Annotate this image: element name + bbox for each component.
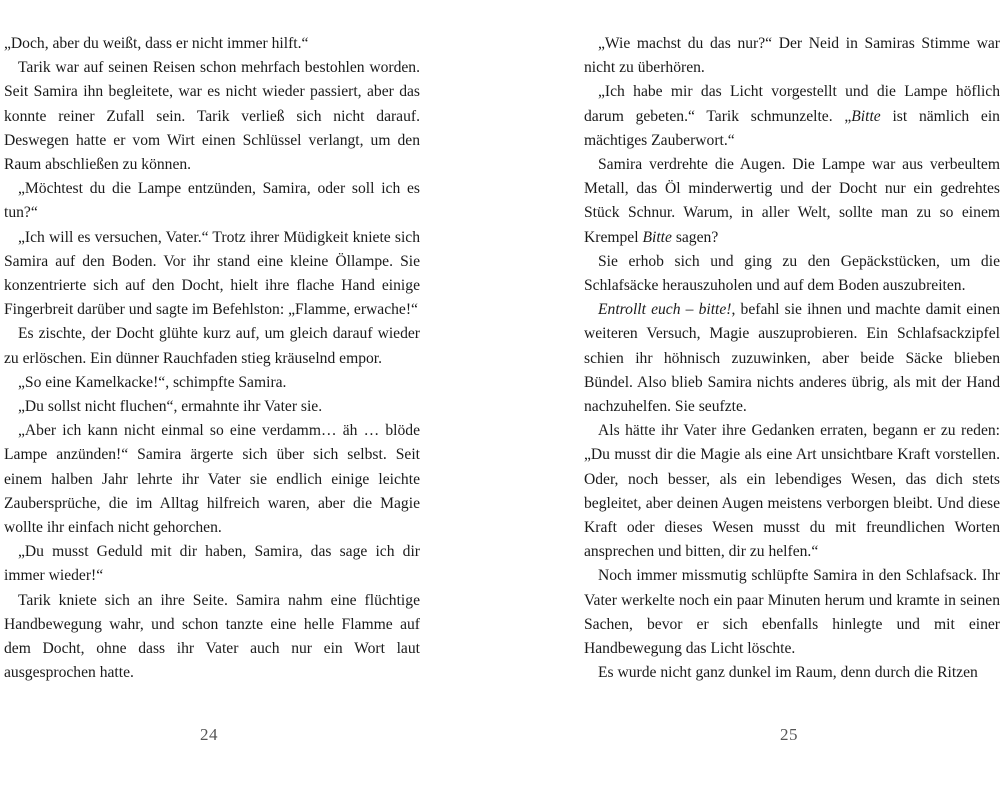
text-run: Samira verdrehte die Augen. Die Lampe war aus verbeultem Metall, das Öl minderwertig und der Docht nur ein gedrehtes Stück Schnur. Warum, in aller Welt, sollte man zu so einem Krempel [584, 156, 1000, 246]
paragraph [584, 80, 1000, 153]
text-run: , befahl sie ihnen und machte damit einen weiteren Versuch, Magie auszuprobieren. Ein Schlafsackzipfel schien ihr höhnisch zuzuwinken, aber beide Säcke blieben Bündel. Also blieb Samira nichts anderes übrig, als mit der Hand nachzuhelfen. Sie seufzte. [584, 301, 1000, 416]
paragraph: „Wie machst du das nur?“ Der Neid in Samiras Stimme war nicht zu überhören. [584, 35, 1000, 77]
text-run: „Ich habe mir das Licht vorgestellt und die Lampe höflich darum gebeten.“ Tarik schmunzelte. „ [584, 83, 1000, 125]
paragraph: Sie erhob sich und ging zu den Gepäckstücken, um die Schlafsäcke herauszuholen und auf dem Boden auszubreiten. [584, 252, 1000, 295]
paragraph: Tarik war auf seinen Reisen schon mehrfach bestohlen worden. Seit Samira ihn begleitete, war es nicht wieder passiert, aber das konnte reiner Zufall sein. Tarik verließ sich nicht darauf. Deswegen hatte er vom Wirt einen Schlüssel verlangt, um den Raum abschließen zu können. [4, 59, 420, 174]
paragraph: „Du musst Geduld mit dir haben, Samira, das sage ich dir immer wieder!“ [4, 543, 420, 585]
paragraph: Tarik kniete sich an ihre Seite. Samira nahm eine flüchtige Handbewegung wahr, und schon tanzte eine helle Flamme auf dem Docht, ohne dass ihr Vater auch nur ein Wort laut ausgesprochen hatte. [4, 591, 420, 682]
page-number-right: 25 [780, 725, 798, 744]
paragraph [584, 298, 1000, 419]
paragraph: Es wurde nicht ganz dunkel im Raum, denn durch die Ritzen [598, 664, 978, 682]
italic-text: Bitte [851, 107, 881, 125]
paragraph: Noch immer missmutig schlüpfte Samira in den Schlafsack. Ihr Vater werkelte noch ein paar Minuten herum und kramte in seinen Sachen, bevor er sich ebenfalls hinlegte und mit einer Handbewegung das Licht löschte. [584, 567, 1000, 658]
text-run: ist nämlich ein mächtiges Zauberwort.“ [584, 107, 1000, 149]
text-run: sagen? [671, 228, 719, 246]
paragraph: Als hätte ihr Vater ihre Gedanken erraten, begann er zu reden: „Du musst dir die Magie als eine Art unsichtbare Kraft vorstellen. Oder, noch besser, als ein lebendiges Wesen, das dich stets begleitet, aber deinen Augen meistens verborgen bleibt. Und diese Kraft oder dieses Wesen musst du mit freundlichen Worten ansprechen und bitten, dir zu helfen.“ [584, 422, 1000, 561]
paragraph: „Doch, aber du weißt, dass er nicht immer hilft.“ [4, 35, 309, 52]
paragraph: „Du sollst nicht fluchen“, ermahnte ihr Vater sie. [18, 398, 323, 416]
paragraph [584, 153, 1000, 250]
page-number-left: 24 [200, 725, 218, 744]
paragraph: Es zischte, der Docht glühte kurz auf, um gleich darauf wieder zu erlöschen. Ein dünner Rauchfaden stieg kräuselnd empor. [4, 325, 420, 367]
left-page [4, 32, 420, 685]
italic-text: Entrollt euch – bitte! [598, 301, 732, 319]
paragraph: „Möchtest du die Lampe entzünden, Samira, oder soll ich es tun?“ [4, 180, 420, 222]
paragraph: „So eine Kamelkacke!“, schimpfte Samira. [18, 373, 287, 391]
paragraph: „Aber ich kann nicht einmal so eine verdamm… äh … blöde Lampe anzünden!“ Samira ärgerte sich über sich selbst. Seit einem halben Jahr lehrte ihr Vater sie endlich einige leichte Zaubersprüche, die im Alltag hilfreich waren, aber die Magie wollte ihr einfach nicht gehorchen. [4, 422, 420, 537]
right-page-text [584, 32, 1000, 685]
italic-text: Bitte [642, 228, 672, 246]
paragraph: „Ich will es versuchen, Vater.“ Trotz ihrer Müdigkeit kniete sich Samira auf den Boden. Vor ihr stand eine kleine Öllampe. Sie konzentrierte sich auf den Docht, hielt ihre flache Hand einige Fingerbreit darüber und sagte im Befehlston: „Flamme, erwache!“ [4, 228, 420, 319]
left-page-text [4, 32, 420, 685]
right-page [584, 32, 1000, 685]
